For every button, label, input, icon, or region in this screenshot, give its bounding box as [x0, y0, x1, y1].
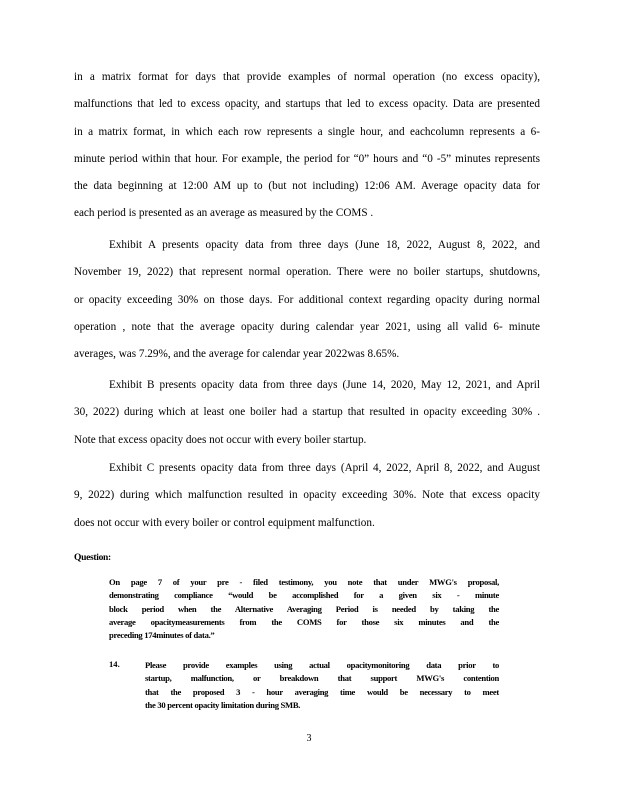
text-line: November 19, 2022) that represent normal operation. There were no boiler startups, shutdowns,	[74, 266, 540, 279]
text-line: Please provide examples using actual opacitymonitoring data prior to	[145, 660, 499, 670]
question-quote	[109, 576, 499, 642]
text-line: in a matrix format for days that provide examples of normal operation (no excess opacity),	[74, 71, 540, 83]
text-line: block period when the Alternative Averaging Period is needed by taking the	[109, 603, 499, 614]
text-line: preceding 174minutes of data.”	[109, 630, 215, 641]
question-number: 14.	[109, 659, 120, 669]
text-line: 9, 2022) during which malfunction resulted in opacity exceeding 30%. Note that excess opacity	[74, 489, 540, 502]
paragraph-exhibit-c	[74, 455, 540, 537]
paragraph-exhibit-a	[74, 232, 540, 368]
text-line: the data beginning at 12:00 AM up to (but not including) 12:06 AM. Average opacity data for	[74, 180, 540, 193]
question-14-text	[145, 659, 499, 712]
text-line: each period is presented as an average as measured by the COMS .	[74, 207, 374, 220]
text-line: in a matrix format, in which each row represents a single hour, and eachcolumn represents a 6-	[74, 125, 540, 138]
text-line: averages, was 7.29%, and the average for calendar year 2022was 8.65%.	[74, 348, 400, 361]
paragraph-exhibit-b	[74, 372, 540, 454]
text-line: that the proposed 3 - hour averaging time would be necessary to meet	[145, 686, 499, 697]
text-line: 30, 2022) during which at least one boiler had a startup that resulted in opacity exceeding 30% .	[74, 406, 540, 419]
text-line: or opacity exceeding 30% on those days. For additional context regarding opacity during normal	[74, 293, 540, 306]
text-line: startup, malfunction, or breakdown that support MWG's contention	[145, 673, 499, 684]
text-line: malfunctions that led to excess opacity, and startups that led to excess opacity. Data are presented	[74, 98, 540, 111]
text-line: the 30 percent opacity limitation during SMB.	[145, 699, 301, 710]
text-line: average opacitymeasurements from the COMS for those six minutes and the	[109, 616, 499, 627]
text-line: Exhibit C presents opacity data from three days (April 4, 2022, April 8, 2022, and August	[109, 462, 540, 474]
text-line: minute period within that hour. For example, the period for “0” hours and “0 -5” minutes represents	[74, 152, 540, 165]
page-number: 3	[306, 733, 312, 744]
text-line: does not occur with every boiler or control equipment malfunction.	[74, 516, 375, 529]
paragraph-matrix-format	[74, 64, 540, 228]
text-line: Exhibit B presents opacity data from three days (June 14, 2020, May 12, 2021, and April	[109, 379, 540, 391]
text-line: Note that excess opacity does not occur with every boiler startup.	[74, 433, 367, 446]
text-line: demonstrating compliance “would be accomplished for a given six - minute	[109, 590, 499, 601]
question-label: Question:	[74, 553, 111, 563]
text-line: operation , note that the average opacity during calendar year 2021, using all valid 6- minute	[74, 320, 540, 333]
text-line: On page 7 of your pre - filed testimony, you note that under MWG's proposal,	[109, 577, 499, 587]
text-line: Exhibit A presents opacity data from three days (June 18, 2022, August 8, 2022, and	[109, 239, 540, 251]
